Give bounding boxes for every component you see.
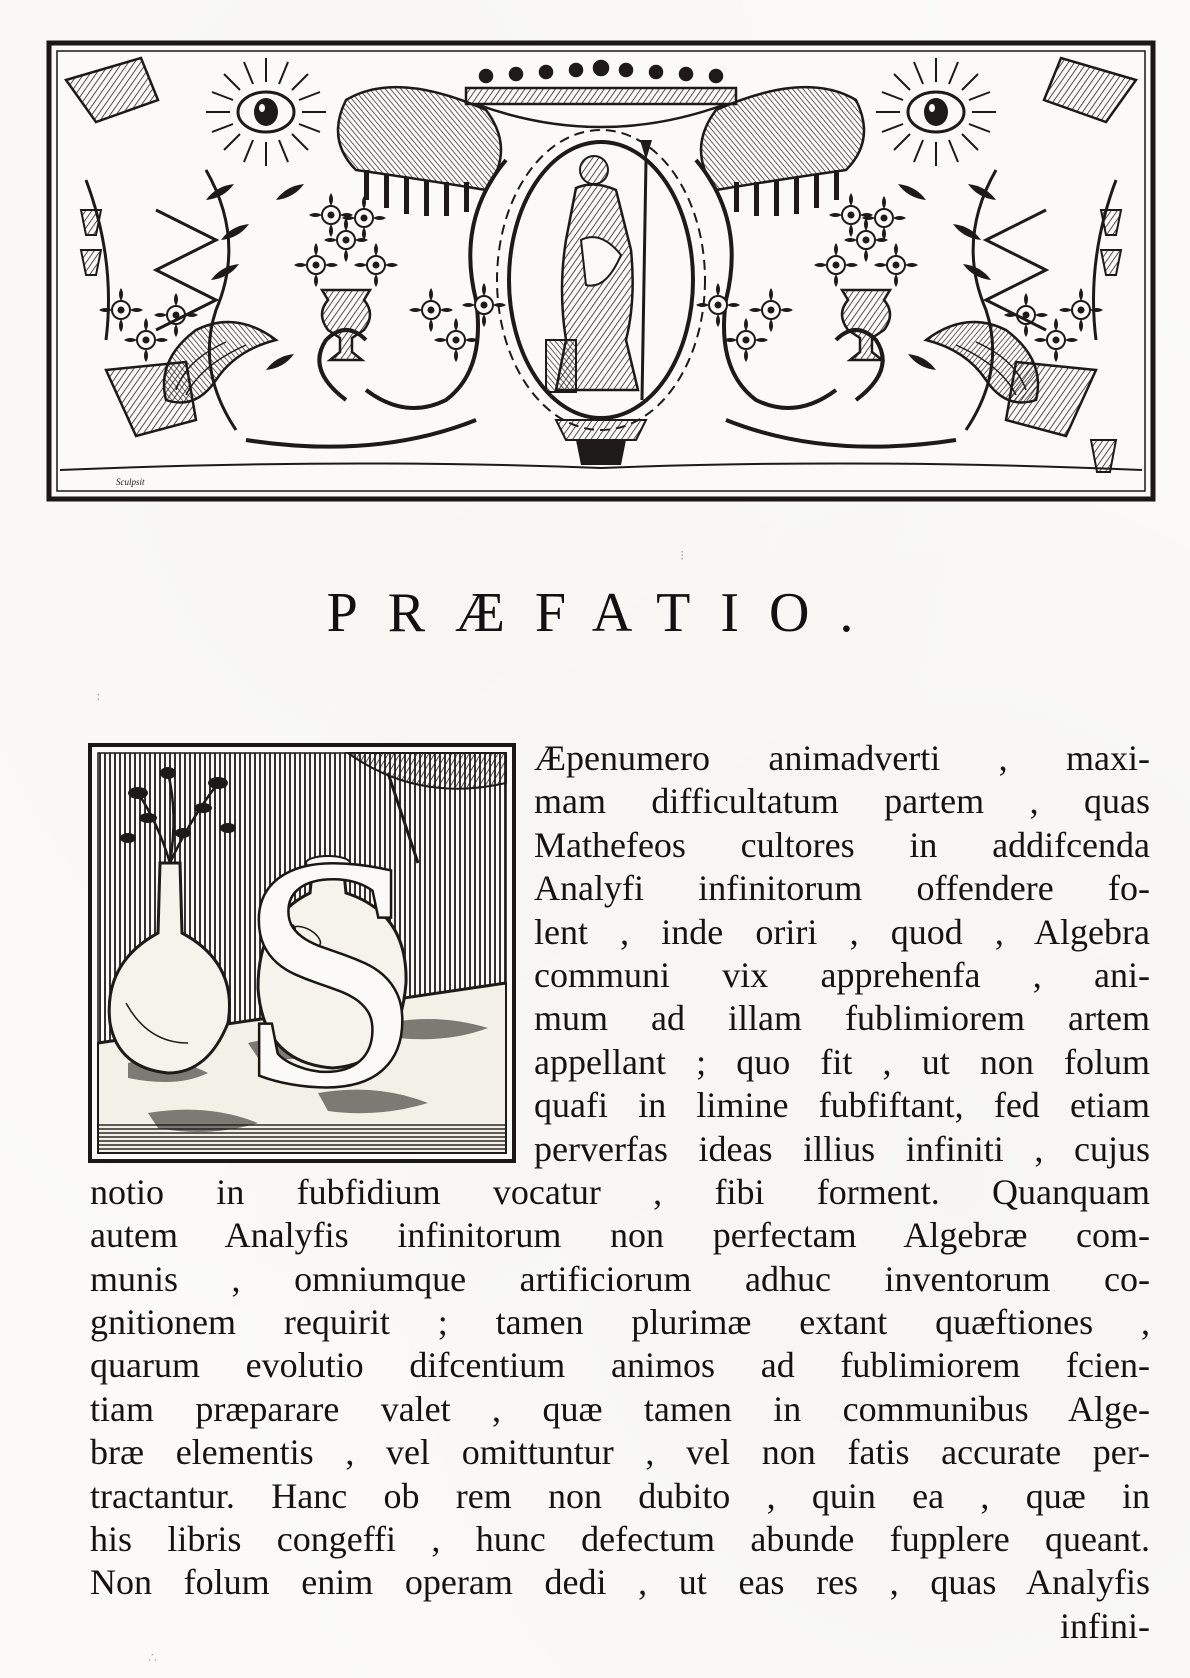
paper-speck: ∴ <box>148 1650 157 1666</box>
text-line: lent , inde oriri , quod , Algebra <box>534 911 1150 952</box>
text-line: notio in fubfidium vocatur , fibi forment. Quanquam <box>90 1171 1150 1212</box>
text-line: mum ad illam fublimiorem artem <box>534 998 1150 1039</box>
text-line: bræ elementis , vel omittuntur , vel non fatis accurate per- <box>90 1432 1150 1473</box>
initial-letter: S <box>238 790 422 1155</box>
text-line: Analyfi infinitorum offendere fo- <box>534 868 1150 909</box>
text-line: quafi in limine fubfiftant, fed etiam <box>534 1085 1150 1126</box>
text-line: Mathefeos cultores in addifcenda <box>534 824 1150 865</box>
show-through-text <box>140 6 1040 32</box>
text-line: autem Analyfis infinitorum non perfectam Algebræ com- <box>90 1215 1150 1256</box>
paper-speck: : <box>96 688 101 704</box>
text-line: tractantur. Hanc ob rem non dubito , quin ea , quæ in <box>90 1475 1150 1516</box>
text-line: communi vix apprehenfa , ani- <box>534 954 1150 995</box>
text-line: Æpenumero animadverti , maxi- <box>534 738 1150 778</box>
text-line: mam difficultatum partem , quas <box>534 781 1150 822</box>
text-line: quarum evolutio difcentium animos ad fublimiorem fcien- <box>90 1345 1150 1386</box>
catchword: infini- <box>1060 1605 1150 1646</box>
engraver-signature: Sculpsit <box>116 477 145 487</box>
text-line: appellant ; quo fit , ut non folum <box>534 1041 1150 1082</box>
text-line: perverfas ideas illius infiniti , cujus <box>534 1128 1150 1169</box>
preface-text <box>90 737 1150 1648</box>
text-line: Non folum enim operam dedi , ut eas res , quas Analyfis <box>90 1562 1150 1603</box>
paper-speck: ⁝ <box>680 548 685 564</box>
text-line: his libris congeffi , hunc defectum abunde fupplere queant. <box>90 1519 1150 1560</box>
page-title: PRÆFATIO. <box>326 582 884 644</box>
text-line: munis , omniumque artificiorum adhuc inventorum co- <box>90 1258 1150 1299</box>
text-line: gnitionem requirit ; tamen plurimæ extant quæftiones , <box>90 1302 1150 1343</box>
text-line: tiam præparare valet , quæ tamen in communibus Alge- <box>90 1388 1150 1429</box>
engraved-headpiece <box>46 40 1156 502</box>
